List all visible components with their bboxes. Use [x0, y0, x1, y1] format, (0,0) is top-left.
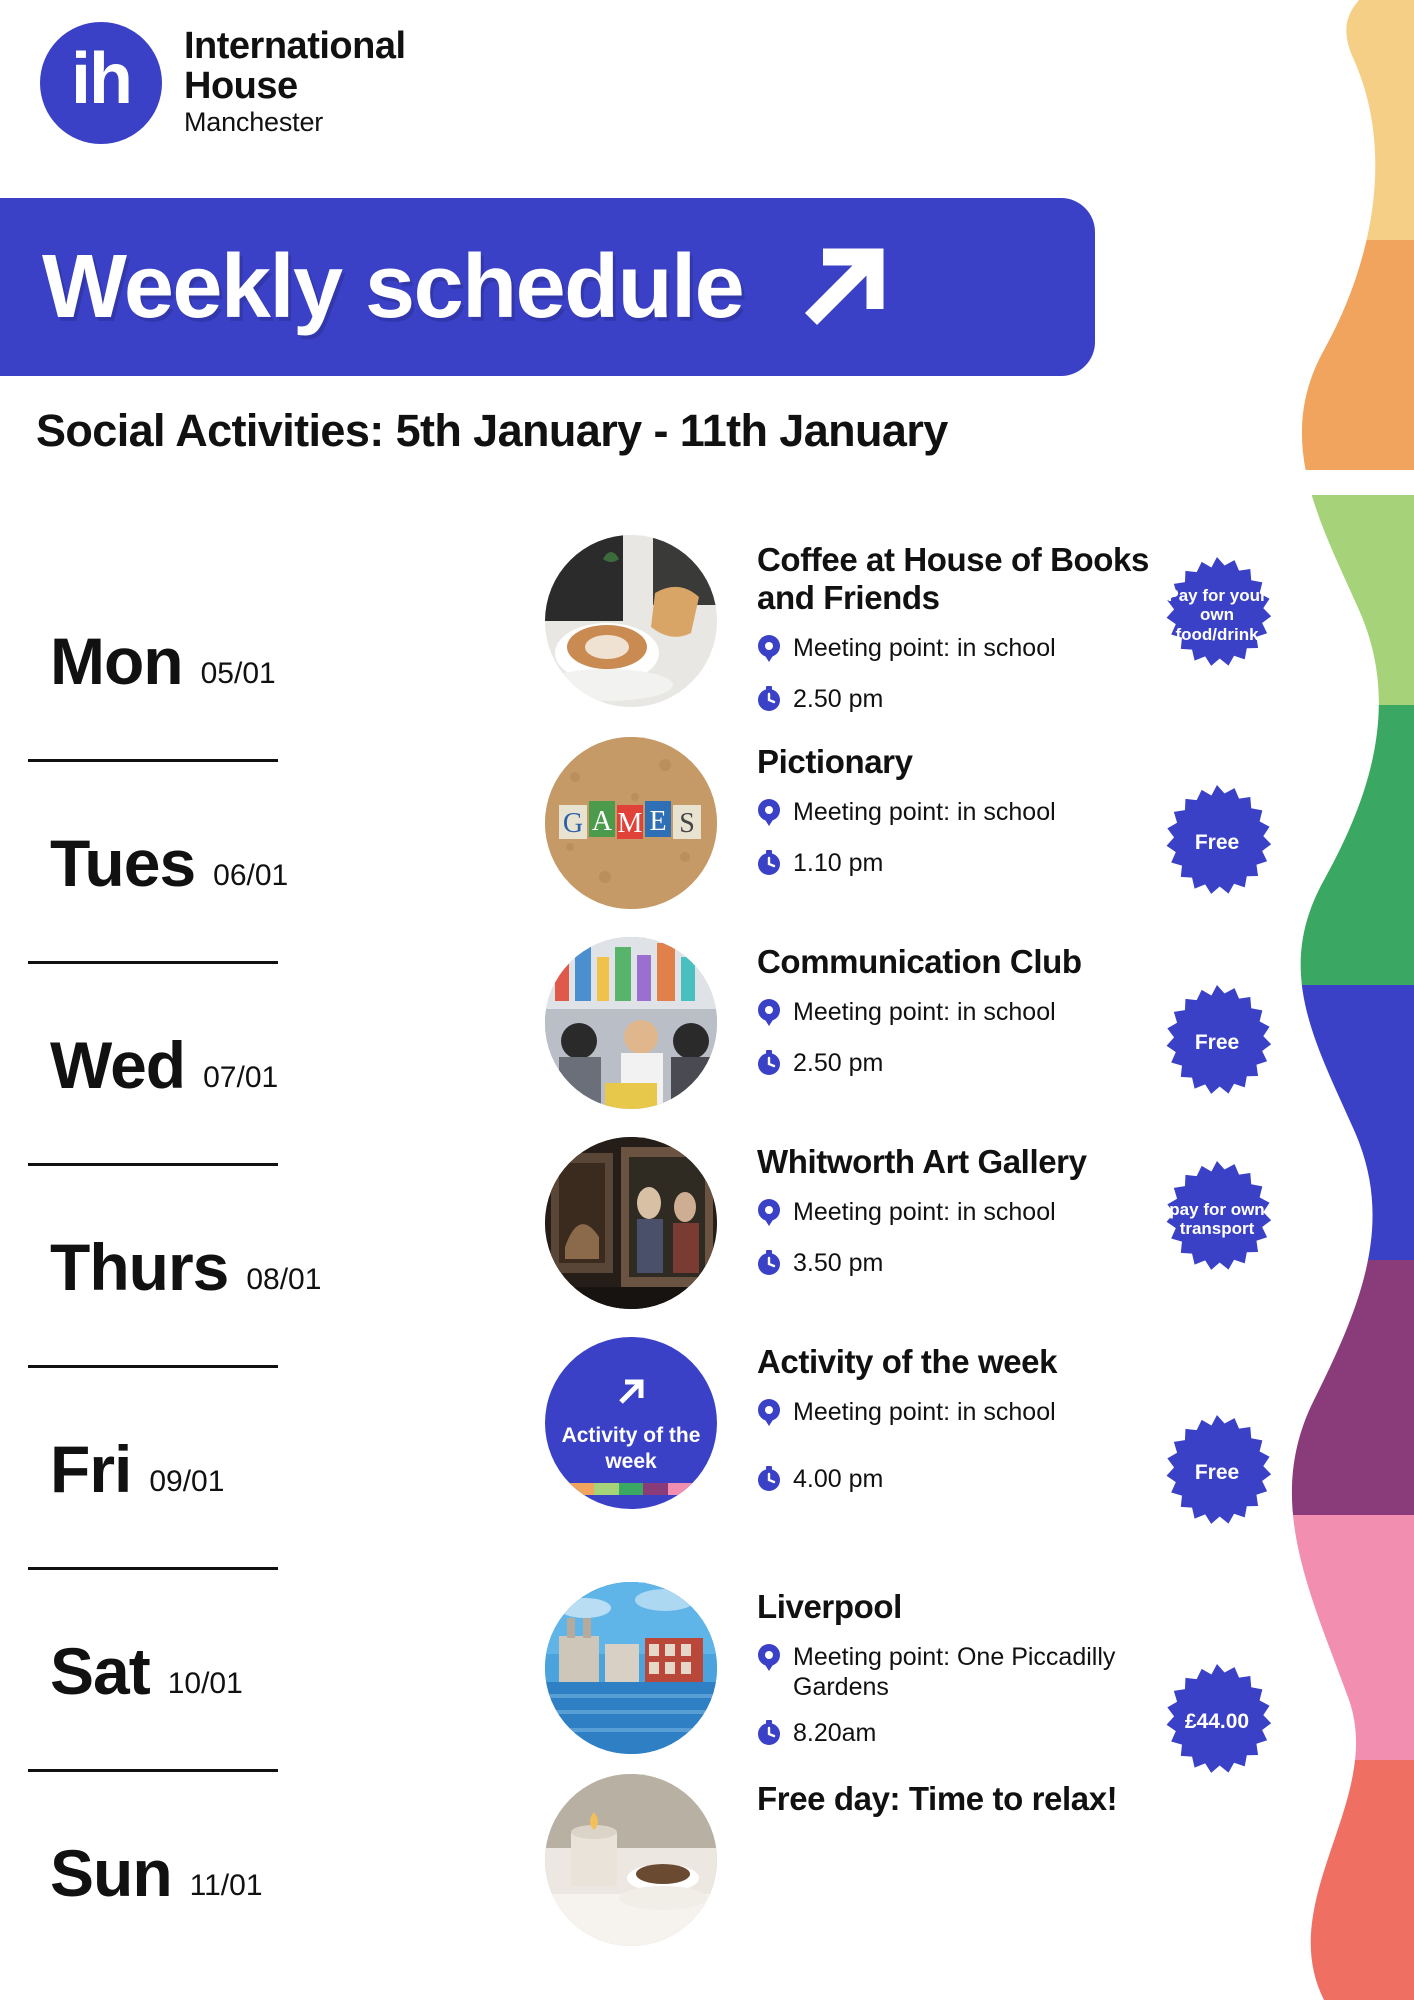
event-details: [757, 1774, 1187, 1818]
clock-icon: [757, 850, 781, 881]
event-meeting-point: [757, 1197, 1187, 1232]
event-title: Whitworth Art Gallery: [757, 1143, 1087, 1180]
day-date: 11/01: [189, 1869, 263, 1902]
event-meeting-text: Meeting point: in school: [793, 797, 1056, 826]
event-title: Free day: Time to relax!: [757, 1780, 1118, 1817]
event-time: [757, 1248, 1187, 1281]
event-time-text: 4.00 pm: [793, 1464, 884, 1493]
day-row: [0, 1772, 420, 1974]
brand-logo: [40, 22, 406, 144]
event-details: [757, 1337, 1187, 1497]
svg-text:G: G: [562, 808, 584, 839]
event-time-text: 1.10 pm: [793, 848, 884, 877]
day-date: 06/01: [213, 859, 289, 892]
day-name: Sun: [50, 1836, 172, 1910]
price-badge: [1159, 1415, 1275, 1531]
page-title: Weekly schedule: [42, 237, 744, 337]
day-name: Sat: [50, 1634, 150, 1708]
location-pin-icon: [757, 635, 781, 668]
liverpool-waterfront-photo: [545, 1582, 717, 1754]
event-item: [545, 535, 1267, 737]
clock-icon: [757, 1466, 781, 1497]
brand-line-1: International: [184, 24, 406, 67]
ih-logo-mark: [40, 22, 162, 144]
event-details: [757, 1582, 1187, 1751]
day-row: [0, 762, 420, 964]
event-meeting-point: [757, 1642, 1187, 1702]
event-title: Coffee at House of Books and Friends: [757, 541, 1149, 616]
location-pin-icon: [757, 1399, 781, 1432]
event-item: [545, 1774, 1245, 1954]
price-badge-label: £44.00: [1184, 1710, 1250, 1734]
day-row: [0, 1570, 420, 1772]
event-meeting-text: Meeting point: in school: [793, 997, 1056, 1026]
weekly-schedule-banner: [0, 198, 1095, 376]
day-row: [0, 1368, 420, 1570]
day-name: Thurs: [50, 1230, 229, 1304]
clock-icon: [757, 1250, 781, 1281]
event-title: Activity of the week: [757, 1343, 1058, 1380]
coffee-cup-photo: [545, 535, 717, 707]
day-name: Fri: [50, 1432, 132, 1506]
art-gallery-photo: [545, 1137, 717, 1309]
event-meeting-text: Meeting point: in school: [793, 1397, 1056, 1426]
event-time: [757, 1048, 1187, 1081]
price-badge-label: Free: [1194, 1031, 1240, 1055]
event-meeting-text: Meeting point: One Piccadilly Gardens: [793, 1642, 1116, 1701]
day-name: Tues: [50, 826, 196, 900]
event-time: [757, 848, 1187, 881]
decorative-wave-strip: [1254, 0, 1414, 2000]
event-time-text: 2.50 pm: [793, 1048, 884, 1077]
price-badge: [1159, 985, 1275, 1101]
event-details: [757, 1137, 1187, 1281]
schedule-date-range: Social Activities: 5th January - 11th January: [36, 405, 948, 456]
day-row: [0, 1166, 420, 1368]
arrow-up-right-icon: [789, 233, 897, 341]
price-badge: [1159, 1161, 1275, 1277]
event-details: [757, 535, 1187, 717]
event-details: [757, 737, 1187, 881]
event-item: [545, 1582, 1250, 1774]
activity-badge-label: Activity of the week: [561, 1424, 701, 1473]
event-item: [545, 1337, 1245, 1582]
arrow-up-right-icon: [611, 1372, 651, 1417]
students-talking-photo: [545, 937, 717, 1109]
price-badge-label: Free: [1194, 831, 1240, 855]
events-list: [545, 535, 1267, 1954]
event-time-text: 8.20am: [793, 1718, 877, 1747]
event-meeting-point: [757, 797, 1187, 832]
event-time: [757, 1718, 1187, 1751]
event-item: [545, 937, 1245, 1137]
event-meeting-text: Meeting point: in school: [793, 633, 1056, 662]
price-badge-label: Free: [1194, 1461, 1240, 1485]
event-title: Liverpool: [757, 1588, 902, 1625]
location-pin-icon: [757, 1644, 781, 1677]
event-item: [545, 1137, 1265, 1337]
event-item: [545, 737, 1245, 937]
price-badge-label: Pay for your own food/drink: [1167, 586, 1267, 644]
event-meeting-point: [757, 997, 1187, 1032]
event-meeting-text: Meeting point: in school: [793, 1197, 1056, 1226]
candle-and-coffee-photo: [545, 1774, 717, 1946]
event-meeting-point: [757, 1397, 1187, 1432]
event-title: Pictionary: [757, 743, 913, 780]
day-date: 07/01: [203, 1061, 279, 1094]
svg-text:S: S: [679, 808, 695, 839]
event-time: [757, 684, 1187, 717]
event-details: [757, 937, 1187, 1081]
game-letters-photo: [545, 737, 717, 909]
event-time-text: 3.50 pm: [793, 1248, 884, 1277]
day-date: 05/01: [200, 657, 276, 690]
price-badge-label: pay for own transport: [1169, 1199, 1265, 1238]
clock-icon: [757, 686, 781, 717]
event-title: Communication Club: [757, 943, 1082, 980]
activity-of-the-week-badge: [545, 1337, 717, 1509]
location-pin-icon: [757, 999, 781, 1032]
svg-text:A: A: [591, 806, 613, 837]
location-pin-icon: [757, 799, 781, 832]
price-badge: [1159, 1664, 1275, 1780]
location-pin-icon: [757, 1199, 781, 1232]
day-date: 08/01: [246, 1263, 322, 1296]
wave-graphic: [1254, 0, 1414, 2000]
ih-logo-text: ih: [71, 39, 131, 119]
event-time-text: 2.50 pm: [793, 684, 884, 713]
clock-icon: [757, 1050, 781, 1081]
days-column: [0, 560, 420, 1974]
brand-name: [184, 26, 406, 140]
brand-line-2: House: [184, 65, 298, 108]
event-meeting-point: [757, 633, 1187, 668]
event-time: [757, 1464, 1187, 1497]
svg-text:M: M: [617, 808, 643, 839]
price-badge: [1159, 557, 1275, 673]
day-date: 09/01: [149, 1465, 225, 1498]
brand-line-3: Manchester: [184, 107, 324, 138]
svg-text:E: E: [649, 806, 667, 837]
clock-icon: [757, 1720, 781, 1751]
day-name: Mon: [50, 624, 183, 698]
day-date: 10/01: [167, 1667, 243, 1700]
day-name: Wed: [50, 1028, 186, 1102]
day-row: [0, 964, 420, 1166]
day-row: [0, 560, 420, 762]
color-stripes: [545, 1483, 717, 1495]
price-badge: [1159, 785, 1275, 901]
